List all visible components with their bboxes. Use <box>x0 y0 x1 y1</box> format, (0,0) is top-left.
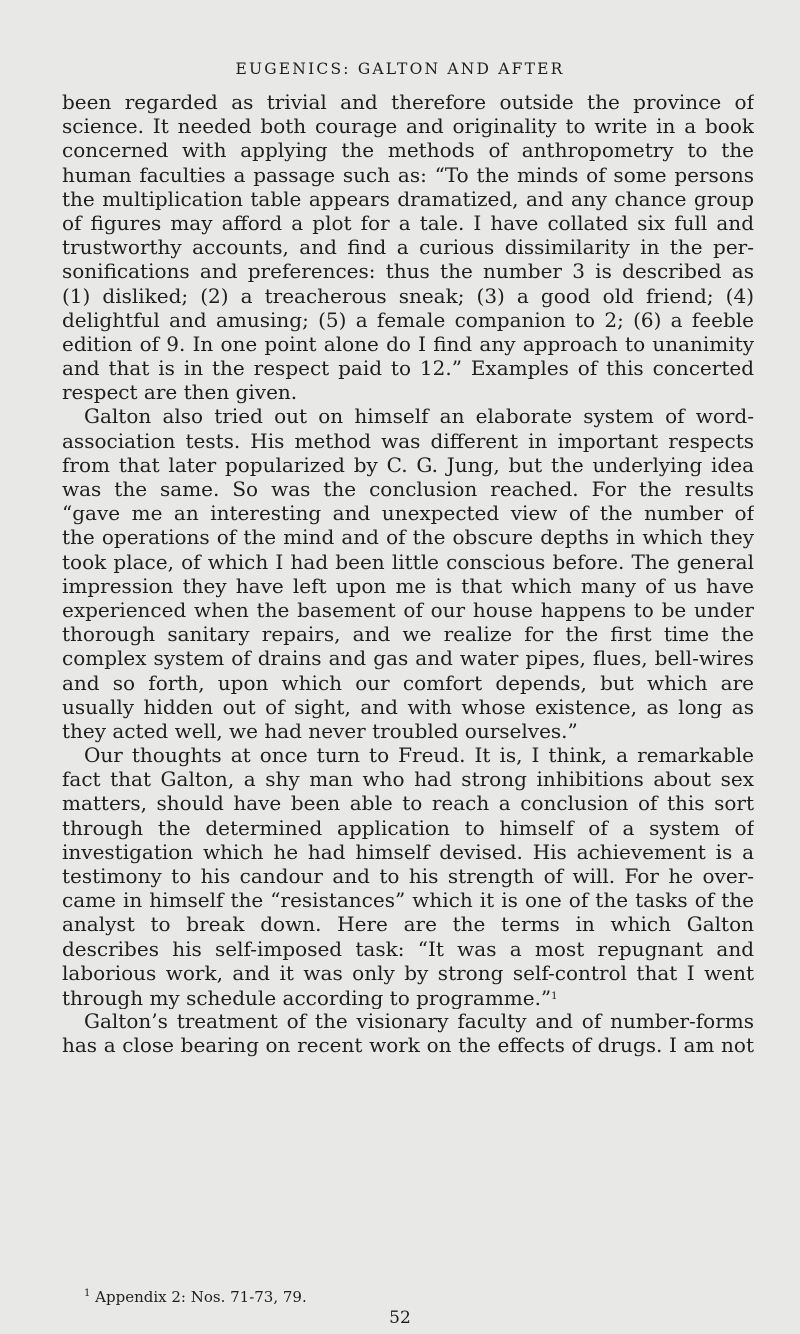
text-line-content: been regarded as trivial and therefore outside the province of <box>62 90 754 114</box>
text-line-content: sonifications and preferences: thus the number 3 is described as <box>62 259 754 284</box>
text-line-content: and that is in the respect paid to 12.” Examples of this concerted <box>62 356 754 381</box>
text-line <box>62 453 754 477</box>
text-line <box>62 912 754 936</box>
text-line-content: through my schedule according to programme.” <box>62 985 552 1010</box>
body-text <box>62 90 754 1058</box>
text-line <box>62 550 754 574</box>
text-line-content: usually hidden out of sight, and with whose existence, as long as <box>62 694 754 719</box>
text-line <box>62 1009 754 1033</box>
text-line <box>62 284 754 308</box>
text-line-content: Galton also tried out on himself an elaborate system of word- <box>84 404 754 429</box>
text-line-content: investigation which he had himself devised. His achievement is a <box>62 839 754 864</box>
text-line-content: was the same. So was the conclusion reached. For the results <box>62 477 754 501</box>
text-line <box>62 864 754 888</box>
text-line-content: association tests. His method was different in important respects <box>62 428 754 453</box>
running-head: EUGENICS: GALTON AND AFTER <box>235 60 565 78</box>
text-line <box>62 767 754 791</box>
text-line <box>62 380 754 404</box>
text-line <box>62 356 754 380</box>
text-line <box>62 259 754 283</box>
text-line-content: thorough sanitary repairs, and we realize for the first time the <box>62 622 754 647</box>
footnote <box>84 1288 307 1306</box>
text-line <box>62 114 754 138</box>
text-line <box>62 646 754 670</box>
text-line-content: delightful and amusing; (5) a female companion to 2; (6) a feeble <box>62 307 754 332</box>
text-line-content: of figures may afford a plot for a tale. I have collated six full and <box>62 210 754 235</box>
text-line <box>62 235 754 259</box>
text-line <box>62 961 754 985</box>
text-line <box>62 90 754 114</box>
text-line <box>62 501 754 525</box>
footnote-text: Appendix 2: Nos. 71-73, 79. <box>95 1288 307 1306</box>
text-line-content: matters, should have been able to reach a conclusion of this sort <box>62 791 754 816</box>
text-line <box>62 138 754 162</box>
text-line <box>62 332 754 356</box>
text-line-content: they acted well, we had never troubled ourselves.” <box>62 718 578 743</box>
text-line <box>62 888 754 912</box>
text-line-content: has a close bearing on recent work on the effects of drugs. I am not <box>62 1033 754 1058</box>
text-line-content: laborious work, and it was only by strong self-control that I went <box>62 960 754 985</box>
text-line <box>62 937 754 961</box>
text-line <box>62 211 754 235</box>
text-line <box>62 525 754 549</box>
text-line <box>62 840 754 864</box>
text-line-content: complex system of drains and gas and water pipes, flues, bell-wires <box>62 646 754 671</box>
text-line <box>62 671 754 695</box>
text-line <box>62 429 754 453</box>
text-line-content: science. It needed both courage and originality to write in a book <box>62 114 754 139</box>
text-line-content: Galton’s treatment of the visionary faculty and of number-forms <box>84 1009 754 1034</box>
text-line-content: describes his self-imposed task: “It was a most repugnant and <box>62 936 754 961</box>
text-line-content: the operations of the mind and of the obscure depths in which they <box>62 525 754 550</box>
text-line <box>62 477 754 501</box>
text-line-content: fact that Galton, a shy man who had strong inhibitions about sex <box>62 767 754 792</box>
text-line-content: human faculties a passage such as: “To the minds of some persons <box>62 162 754 187</box>
text-line <box>62 743 754 767</box>
footnote-reference: 1 <box>551 990 558 1002</box>
text-line <box>62 985 754 1009</box>
text-line-content: concerned with applying the methods of anthropometry to the <box>62 138 754 163</box>
text-line <box>62 308 754 332</box>
text-line-content: and so forth, upon which our comfort depends, but which are <box>62 670 754 695</box>
footnote-marker: 1 <box>84 1288 91 1299</box>
text-line-content: Our thoughts at once turn to Freud. It is, I think, a remarkable <box>84 743 754 768</box>
text-line-content: testimony to his candour and to his strength of will. For he over- <box>62 864 754 888</box>
text-line <box>62 187 754 211</box>
text-line <box>62 163 754 187</box>
text-line <box>62 622 754 646</box>
text-line-content: experienced when the basement of our house happens to be under <box>62 597 754 622</box>
text-line-content: respect are then given. <box>62 380 298 405</box>
text-line-content: trustworthy accounts, and find a curious dissimilarity in the per- <box>62 235 754 260</box>
text-line-content: came in himself the “resistances” which it is one of the tasks of the <box>62 888 754 913</box>
page-number: 52 <box>389 1308 411 1328</box>
text-line <box>62 1033 754 1057</box>
text-line <box>62 719 754 743</box>
text-line <box>62 816 754 840</box>
text-line <box>62 791 754 815</box>
text-line-content: took place, of which I had been little conscious before. The general <box>62 549 754 574</box>
text-line <box>62 404 754 428</box>
text-line <box>62 598 754 622</box>
text-line <box>62 574 754 598</box>
text-line-content: edition of 9. In one point alone do I find any approach to unanimity <box>62 331 754 356</box>
text-line <box>62 695 754 719</box>
text-line-content: “gave me an interesting and unexpected view of the number of <box>62 501 754 526</box>
text-line-content: (1) disliked; (2) a treacherous sneak; (3) a good old friend; (4) <box>62 283 754 308</box>
text-line-content: through the determined application to himself of a system of <box>62 815 754 840</box>
text-line-content: from that later popularized by C. G. Jung, but the underlying idea <box>62 452 754 477</box>
text-line-content: impression they have left upon me is that which many of us have <box>62 573 754 598</box>
text-line-content: analyst to break down. Here are the terms in which Galton <box>62 912 754 937</box>
text-line-content: the multiplication table appears dramatized, and any chance group <box>62 186 754 211</box>
